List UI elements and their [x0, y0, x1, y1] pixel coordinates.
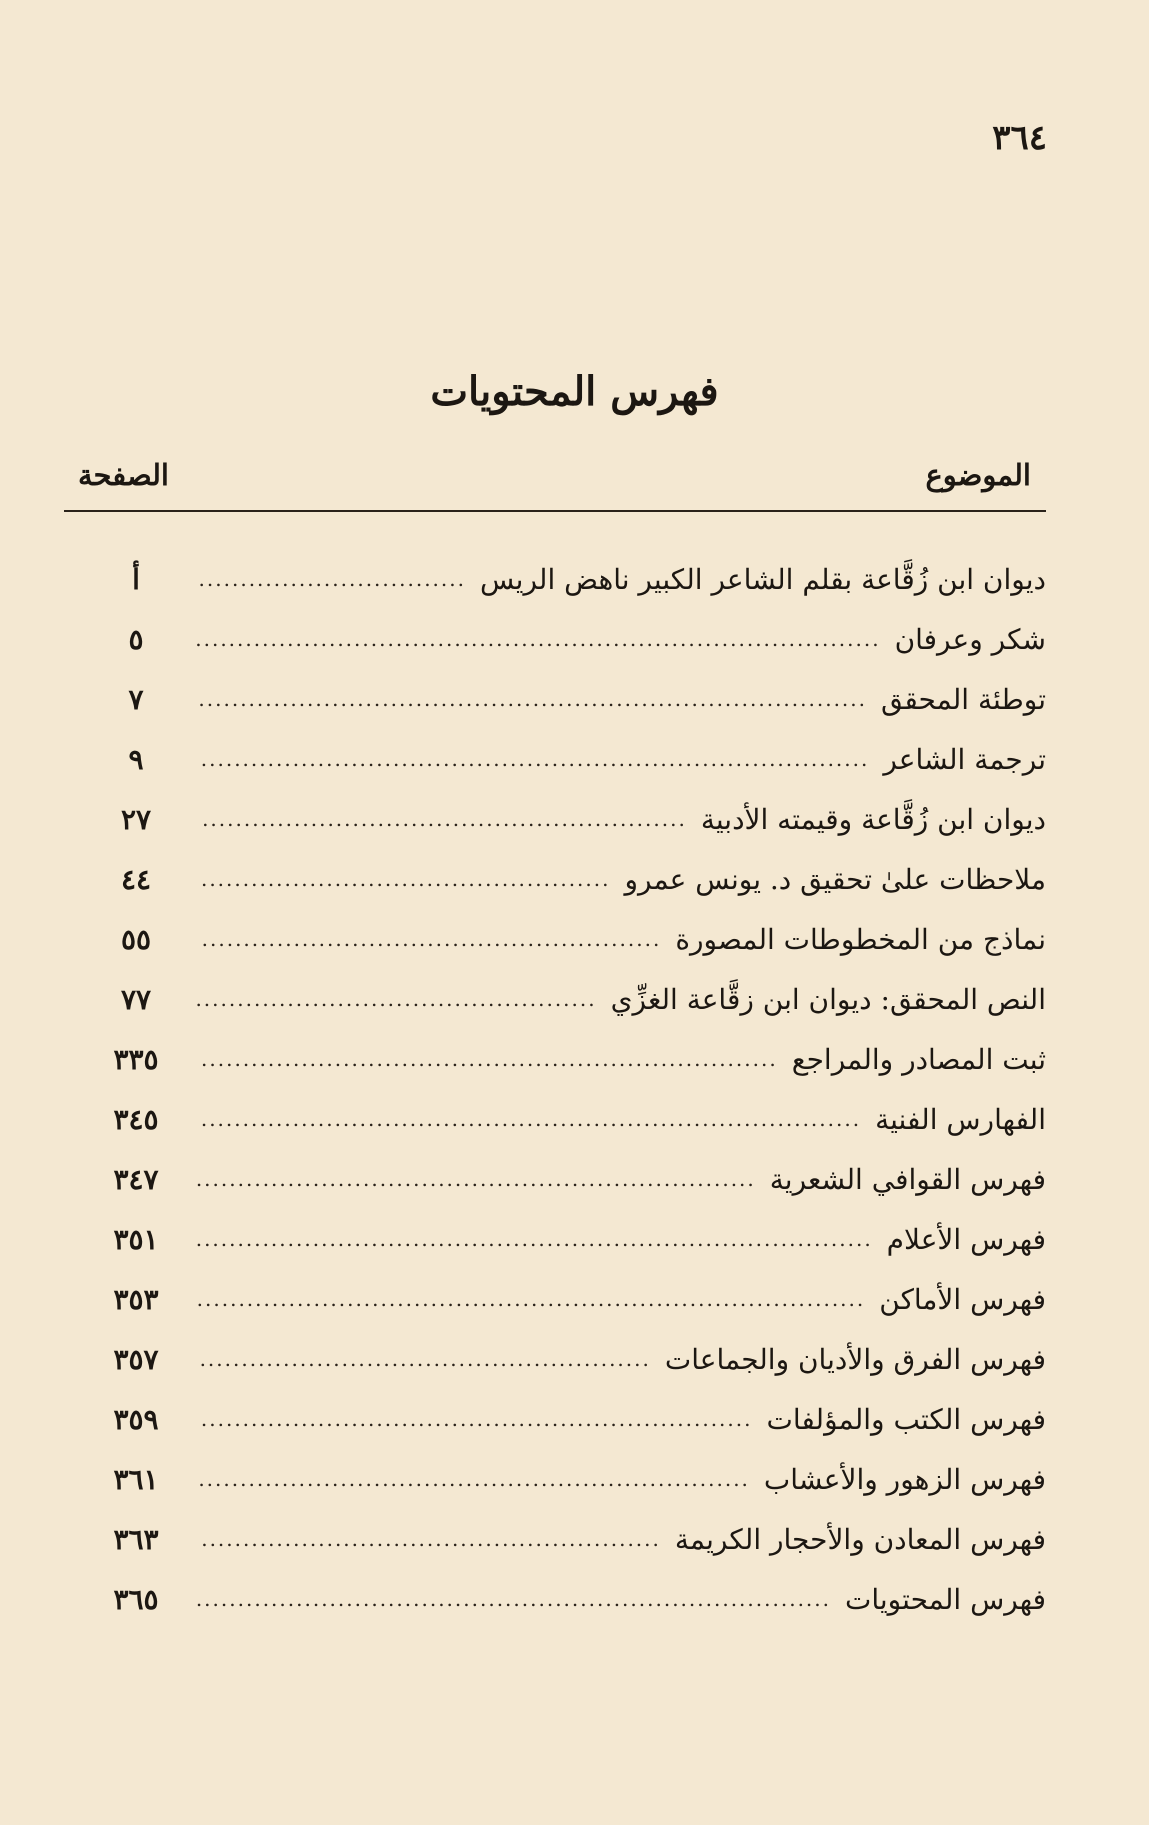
- toc-entry-title: [201, 1516, 1046, 1562]
- dot-leader: ..................................................................................: [195, 627, 881, 651]
- toc-entry-title-text: النص المحقق: ديوان ابن زقَّاعة الغزِّي: [610, 982, 1046, 1016]
- toc-entry-page: ٧: [128, 682, 144, 716]
- toc-entry-page: ٤٤: [120, 862, 152, 896]
- toc-entry-title: [198, 676, 1046, 722]
- toc-entry-page: ٣٤٧: [113, 1162, 159, 1196]
- toc-entry: [64, 788, 1046, 848]
- dot-leader: ................................................................................: [198, 687, 867, 711]
- toc-entry: [64, 608, 1046, 668]
- toc-entry: [64, 1208, 1046, 1268]
- toc-entry-title-text: ترجمة الشاعر: [883, 742, 1046, 776]
- dot-leader: ...................................................................: [195, 1167, 756, 1191]
- toc-entry-title-text: فهرس الفرق والأديان والجماعات: [664, 1342, 1046, 1376]
- toc-entry: [64, 1448, 1046, 1508]
- toc-entry: [64, 1568, 1046, 1628]
- toc-entry-title-text: نماذج من المخطوطات المصورة: [675, 922, 1046, 956]
- toc-entry-page: ٩: [128, 742, 144, 776]
- toc-entry: [64, 1268, 1046, 1328]
- toc-entry-title: [195, 616, 1046, 662]
- toc-entry-title: [195, 976, 1046, 1022]
- dot-leader: ......................................................: [199, 1347, 651, 1371]
- dot-leader: ................................................................................: [196, 1287, 866, 1311]
- toc-entry-title-text: شكر وعرفان: [894, 622, 1046, 656]
- toc-entry-title: [196, 1576, 1046, 1622]
- toc-entry-page: ٢٧: [120, 802, 152, 836]
- topic-column-header: الموضوع: [925, 458, 1031, 492]
- dot-leader: .......................................................: [201, 1527, 661, 1551]
- toc-entry: [64, 1088, 1046, 1148]
- header-divider: [64, 510, 1046, 512]
- dot-leader: ..................................................................: [198, 1467, 750, 1491]
- toc-entry-title: [202, 916, 1046, 962]
- toc-entry: [64, 908, 1046, 968]
- dot-leader: ................................: [198, 567, 466, 591]
- toc-entry-title: [201, 1096, 1046, 1142]
- toc-entry-page: ٣٥١: [113, 1222, 159, 1256]
- toc-list: [64, 548, 1046, 1628]
- toc-entry-title: [198, 1456, 1046, 1502]
- toc-entry: [64, 1328, 1046, 1388]
- toc-entry-title-text: ديوان ابن زُقَّاعة وقيمته الأدبية: [700, 802, 1046, 836]
- dot-leader: ................................................: [195, 987, 597, 1011]
- toc-entry-title: [196, 1156, 1046, 1202]
- toc-entry-title-text: فهرس الزهور والأعشاب: [763, 1462, 1046, 1496]
- dot-leader: .................................................: [200, 867, 611, 891]
- toc-entry-title-text: ثبت المصادر والمراجع: [791, 1042, 1046, 1076]
- toc-entry: [64, 968, 1046, 1028]
- toc-entry: [64, 728, 1046, 788]
- toc-entry-title-text: ديوان ابن زُقَّاعة بقلم الشاعر الكبير ناهض الريس: [479, 562, 1046, 596]
- toc-entry: [64, 1148, 1046, 1208]
- dot-leader: .......................................................: [201, 927, 662, 951]
- toc-entry-title: [197, 1276, 1046, 1322]
- toc-entry-title: [199, 556, 1046, 602]
- toc-entry-title: [201, 1036, 1046, 1082]
- toc-entry-title-text: توطئة المحقق: [881, 682, 1046, 716]
- toc-entry-page: أ: [132, 562, 140, 596]
- toc-entry-page: ٣٤٥: [113, 1102, 159, 1136]
- toc-entry: [64, 1388, 1046, 1448]
- dot-leader: ............................................................................: [195, 1587, 831, 1611]
- toc-entry-page: ٥: [128, 622, 144, 656]
- dot-leader: .................................................................................: [195, 1227, 873, 1251]
- toc-entry: [64, 668, 1046, 728]
- toc-entry-page: ٣٦٣: [113, 1522, 159, 1556]
- dot-leader: ................................................................................: [200, 747, 870, 771]
- toc-entry-title: [201, 736, 1046, 782]
- toc-entry-page: ٧٧: [120, 982, 152, 1016]
- toc-entry: [64, 1508, 1046, 1568]
- toc-entry: [64, 848, 1046, 908]
- toc-entry-title: [202, 796, 1046, 842]
- toc-entry-page: ٣٥٣: [113, 1282, 159, 1316]
- toc-entry-title-text: فهرس القوافي الشعرية: [769, 1162, 1046, 1196]
- toc-entry-title-text: فهرس المعادن والأحجار الكريمة: [674, 1522, 1046, 1556]
- toc-entry-page: ٥٥: [120, 922, 152, 956]
- toc-entry: [64, 548, 1046, 608]
- toc-entry-page: ٣٦٥: [113, 1582, 159, 1616]
- toc-entry-page: ٣٣٥: [113, 1042, 159, 1076]
- toc-entry-page: ٣٥٧: [113, 1342, 159, 1376]
- toc-entry-title: [201, 1396, 1046, 1442]
- toc-entry-title-text: فهرس الأماكن: [879, 1282, 1046, 1316]
- toc-entry-title-text: فهرس المحتويات: [845, 1582, 1046, 1616]
- dot-leader: ..................................................................: [200, 1407, 753, 1431]
- toc-entry: [64, 1028, 1046, 1088]
- dot-leader: .....................................................................: [201, 1047, 778, 1071]
- page-title: فهرس المحتويات: [430, 368, 719, 415]
- toc-entry-title-text: فهرس الكتب والمؤلفات: [766, 1402, 1046, 1436]
- toc-entry-title: [196, 1216, 1046, 1262]
- toc-entry-title-text: ملاحظات علىٰ تحقيق د. يونس عمرو: [624, 862, 1046, 896]
- toc-entry-page: ٣٥٩: [113, 1402, 159, 1436]
- page-column-header: الصفحة: [78, 458, 169, 492]
- toc-entry-title-text: فهرس الأعلام: [886, 1222, 1046, 1256]
- dot-leader: ..........................................................: [202, 807, 687, 831]
- toc-entry-title-text: الفهارس الفنية: [875, 1102, 1046, 1136]
- toc-entry-title: [201, 856, 1046, 902]
- toc-entry-page: ٣٦١: [113, 1462, 159, 1496]
- toc-entry-title: [200, 1336, 1046, 1382]
- dot-leader: ...............................................................................: [200, 1107, 862, 1131]
- page-number: ٣٦٤: [992, 118, 1047, 158]
